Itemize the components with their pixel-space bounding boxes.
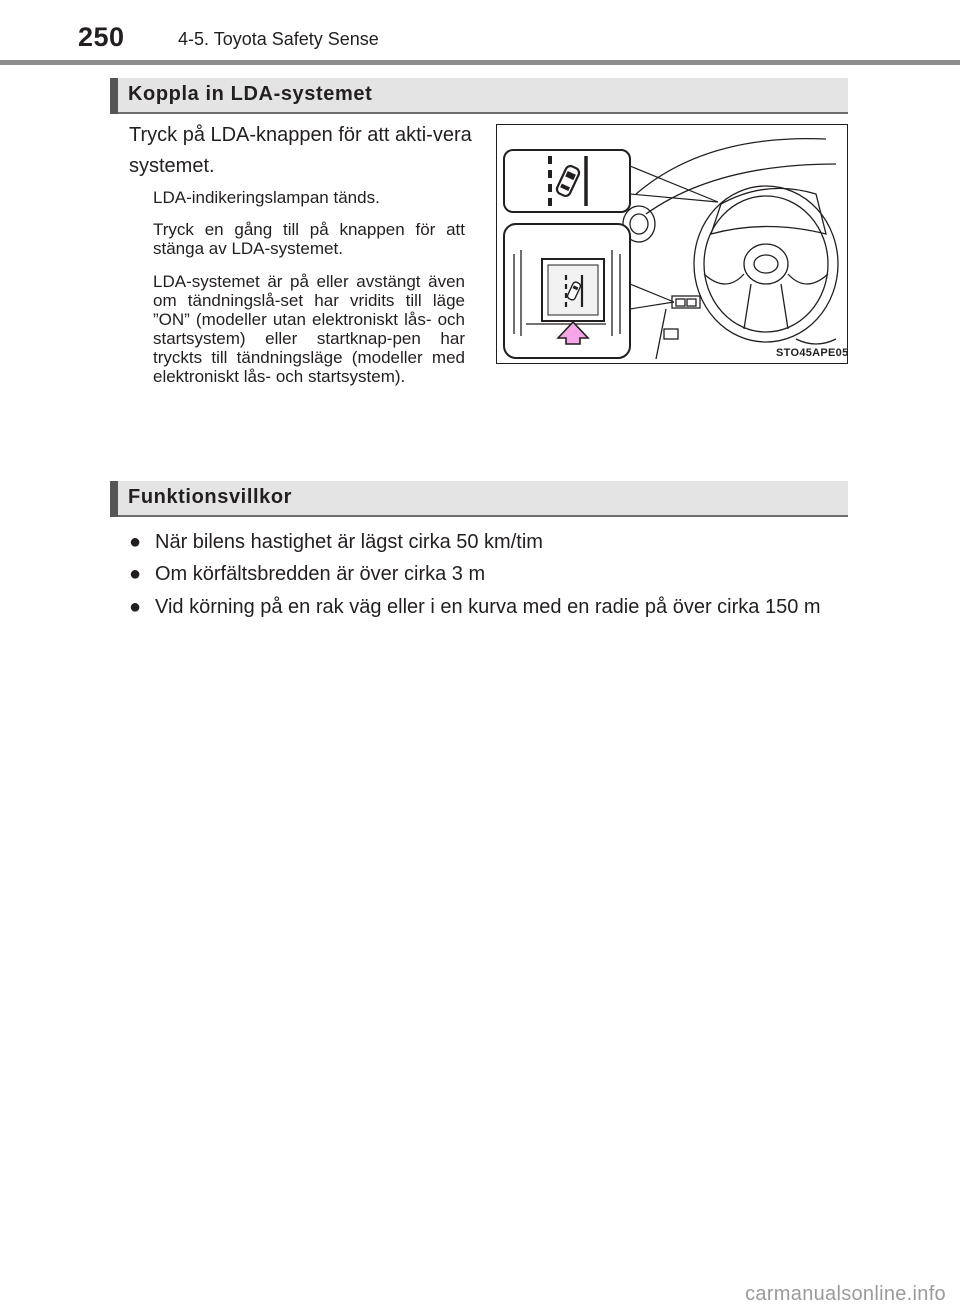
list-item	[129, 527, 849, 558]
figure-code: STO45APE05	[776, 347, 849, 359]
list-item-text: Om körfältsbredden är över cirka 3 m	[155, 563, 486, 585]
bullet-icon: ●	[129, 596, 142, 618]
section-title: Funktionsvillkor	[128, 486, 293, 508]
section-marker	[110, 481, 118, 517]
list-item-text: Vid körning på en rak väg eller i en kurva med en radie på över cirka 150 m	[155, 596, 821, 618]
note-indicator-lights: LDA-indikeringslampan tänds.	[153, 188, 380, 207]
note-system-state: LDA-systemet är på eller avstängt även om tändningslå-set har vridits till läge ”ON” (modeller utan elektroniskt lås- och startsystem) eller startknap-pen har tryckts till tändningsläge (modeller med elektroniskt lås- och startsystem).	[153, 272, 465, 386]
dashboard-drawing	[496, 124, 848, 364]
bullet-icon: ●	[129, 563, 142, 585]
section-heading-conditions	[110, 481, 848, 517]
section-breadcrumb: 4-5. Toyota Safety Sense	[178, 29, 379, 49]
watermark-link[interactable]: carmanualsonline.info	[745, 1283, 946, 1305]
dashboard-illustration	[496, 124, 848, 364]
instruction-text: Tryck på LDA-knappen för att akti-vera systemet.	[129, 124, 472, 177]
section-marker	[110, 78, 118, 114]
lda-indicator-icon	[504, 150, 630, 212]
list-item	[129, 559, 849, 590]
section-heading-lda	[110, 78, 848, 114]
header-divider	[0, 60, 960, 65]
page-number: 250	[78, 22, 125, 52]
list-item	[129, 592, 849, 623]
section-title: Koppla in LDA-systemet	[128, 83, 373, 105]
list-item-text: När bilens hastighet är lägst cirka 50 km/tim	[155, 531, 543, 553]
bullet-icon: ●	[129, 531, 142, 553]
note-press-again: Tryck en gång till på knappen för att stänga av LDA-systemet.	[153, 220, 465, 258]
